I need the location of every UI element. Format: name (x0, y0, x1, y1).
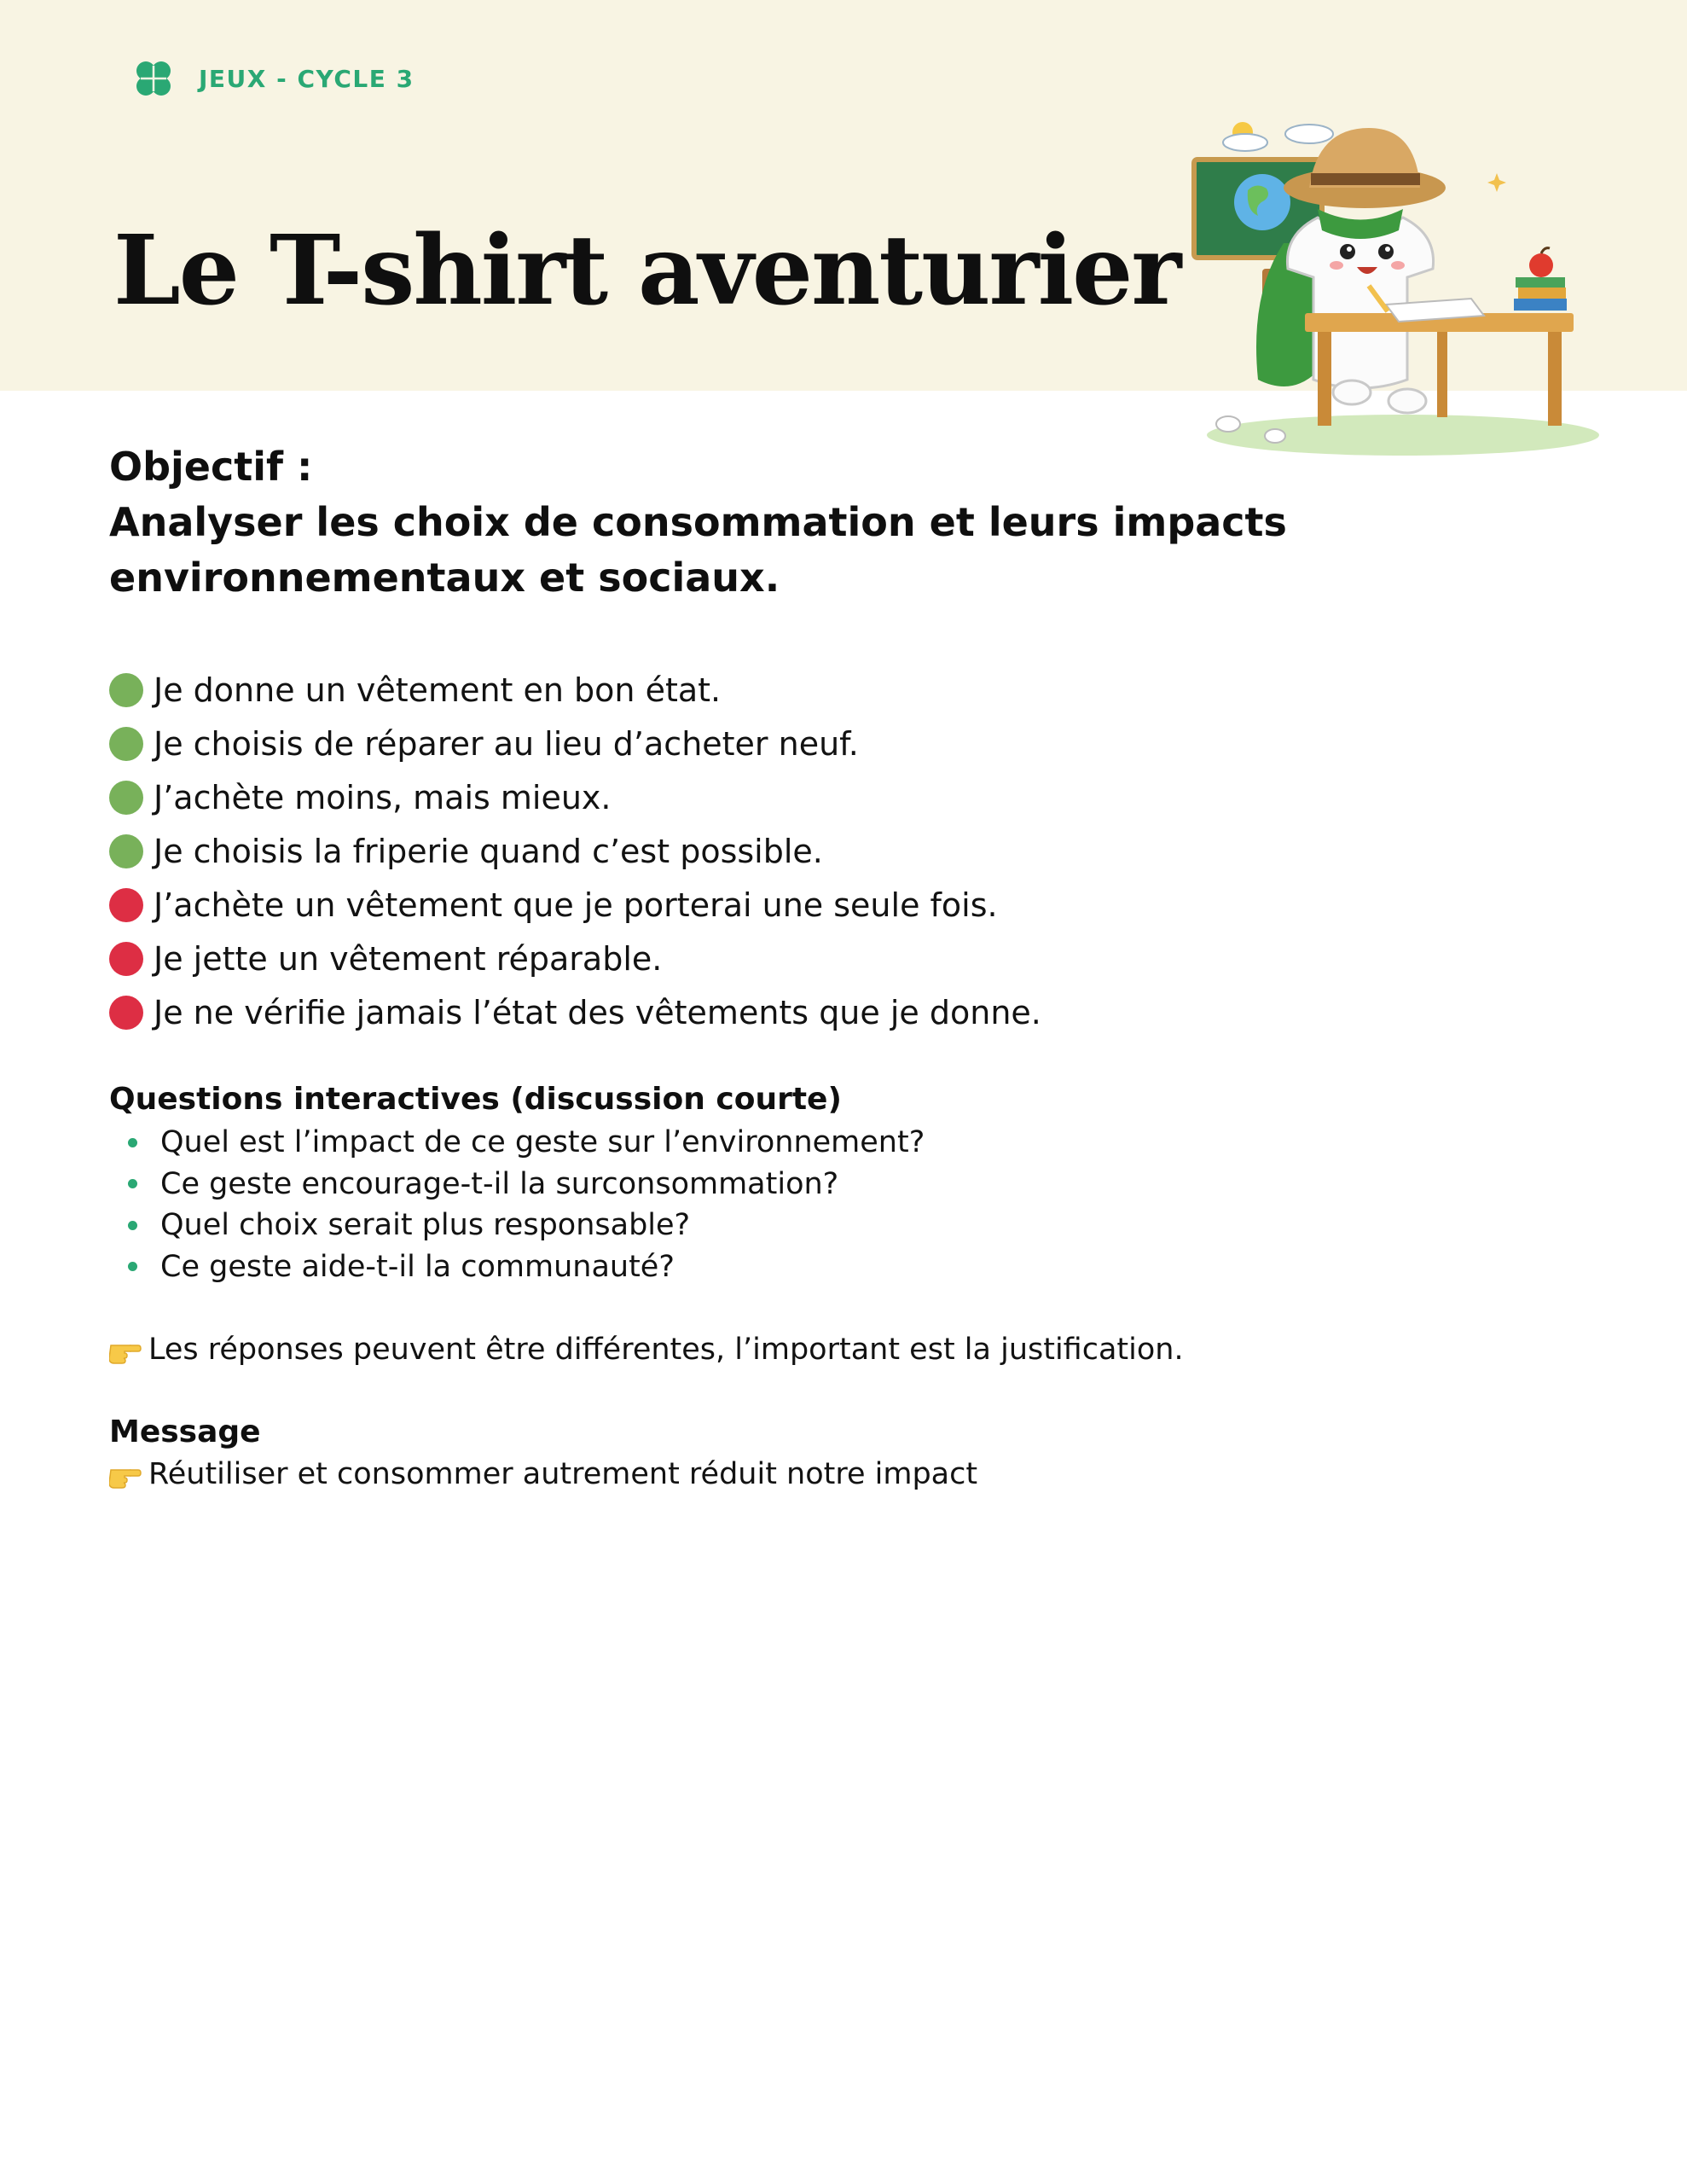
bullet-icon (128, 1221, 137, 1230)
choice-item (109, 770, 1041, 824)
objective-label: Objectif : (109, 444, 313, 490)
note-text: Les réponses peuvent être différentes, l’important est la justification. (148, 1333, 1184, 1367)
question-item (109, 1246, 925, 1288)
choice-item (109, 663, 1041, 717)
question-item (109, 1122, 925, 1164)
choice-item (109, 878, 1041, 932)
green-circle-icon (109, 781, 143, 815)
choice-text: J’achète un vêtement que je porterai une seule fois. (154, 886, 998, 924)
green-circle-icon (109, 834, 143, 868)
category-label (132, 56, 415, 101)
question-text: Ce geste aide-t-il la communauté? (160, 1249, 675, 1284)
questions-list (109, 1122, 925, 1287)
message-heading: Message (109, 1414, 261, 1449)
choice-text: Je ne vérifie jamais l’état des vêtements que je donne. (154, 993, 1041, 1031)
green-circle-icon (109, 673, 143, 707)
objective-line-1: Analyser les choix de consommation et leurs impacts (109, 499, 1287, 545)
objective-line-2: environnementaux et sociaux. (109, 555, 780, 601)
choice-item (109, 985, 1041, 1039)
content (109, 439, 1559, 1491)
question-item (109, 1205, 925, 1246)
message-line (109, 1453, 977, 1496)
choices-list (109, 663, 1041, 1039)
clover-icon (132, 57, 175, 100)
bullet-icon (128, 1179, 137, 1188)
choice-text: J’achète moins, mais mieux. (154, 778, 612, 816)
choice-text: Je donne un vêtement en bon état. (154, 671, 722, 709)
pointing-hand-icon (109, 1460, 142, 1489)
bullet-icon (128, 1262, 137, 1271)
category-text: JEUX - CYCLE 3 (199, 64, 415, 93)
choice-text: Je jette un vêtement réparable. (154, 939, 663, 978)
red-circle-icon (109, 942, 143, 976)
question-text: Quel choix serait plus responsable? (160, 1208, 691, 1243)
question-text: Quel est l’impact de ce geste sur l’environnement? (160, 1125, 925, 1160)
question-item (109, 1164, 925, 1205)
choice-text: Je choisis la friperie quand c’est possible. (154, 832, 823, 870)
questions-heading: Questions interactives (discussion courte) (109, 1082, 842, 1117)
question-text: Ce geste encourage-t-il la surconsommation? (160, 1166, 839, 1201)
choice-item (109, 717, 1041, 770)
message-text: Réutiliser et consommer autrement réduit notre impact (148, 1457, 978, 1491)
red-circle-icon (109, 996, 143, 1030)
choice-item (109, 932, 1041, 985)
page-title: Le T-shirt aventurier (113, 215, 1180, 327)
justification-note (109, 1328, 1184, 1371)
red-circle-icon (109, 888, 143, 922)
tshirt-mascot-illustration (1190, 107, 1625, 456)
choice-item (109, 824, 1041, 878)
choice-text: Je choisis de réparer au lieu d’acheter neuf. (154, 724, 859, 763)
green-circle-icon (109, 727, 143, 761)
bullet-icon (128, 1138, 137, 1147)
pointing-hand-icon (109, 1335, 142, 1364)
objective-heading (109, 439, 1559, 606)
